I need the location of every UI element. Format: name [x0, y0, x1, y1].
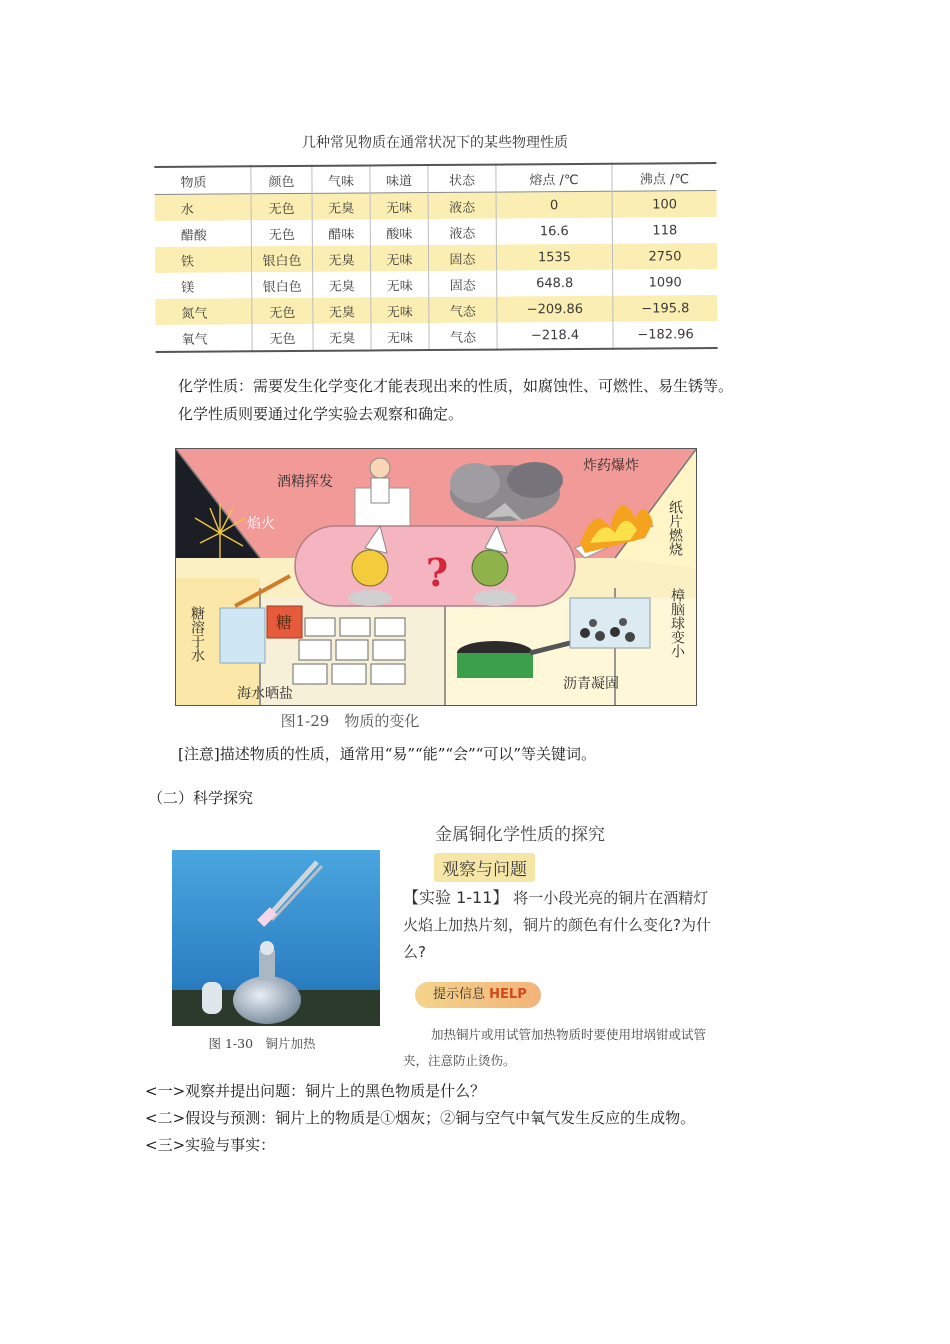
table-cell: 固态 [428, 245, 496, 271]
table-header: 味道 [370, 165, 428, 193]
table-cell: 无味 [370, 193, 428, 220]
table-row [155, 295, 717, 325]
table-row [155, 191, 717, 221]
table-cell: 无臭 [312, 245, 370, 271]
table-cell: 酸味 [370, 219, 428, 245]
table-cell: 氧气 [155, 324, 252, 352]
label-sugar-dissolve: 糖溶于水 [189, 606, 205, 662]
table-cell: 2750 [612, 243, 717, 270]
copper-heating-photo [172, 850, 380, 1026]
table-cell: 无味 [370, 245, 428, 271]
label-camphor: 樟脑球变小 [669, 588, 685, 658]
sugar-box-label: 糖 [275, 613, 293, 632]
figure-caption: 图1-29 物质的变化 [280, 712, 420, 730]
salt-pans-icon [293, 618, 405, 684]
table-row [155, 269, 717, 299]
label-explosion: 炸药爆炸 [583, 458, 639, 474]
question-mark: ? [425, 550, 449, 595]
table-cell: 100 [612, 191, 717, 218]
table-cell: 无味 [371, 297, 429, 323]
label-fireworks: 焰火 [247, 516, 275, 532]
table-cell: 铁 [155, 246, 252, 273]
table-cell: 液态 [428, 192, 496, 219]
table-header: 熔点 /℃ [496, 164, 612, 192]
table-cell: 1535 [496, 244, 612, 271]
chem-props-line2: 化学性质则要通过化学实验去观察和确定。 [178, 405, 464, 423]
table-cell: −182.96 [613, 321, 718, 349]
table-cell: 无臭 [312, 193, 370, 220]
label-alcohol: 酒精挥发 [277, 474, 333, 490]
table-cell: 气态 [429, 297, 497, 323]
note-text: [注意]描述物质的性质，通常用“易”“能”“会”“可以”等关键词。 [178, 745, 597, 763]
step-2: <二>假设与预测：铜片上的物质是①烟灰；②铜与空气中氧气发生反应的生成物。 [145, 1109, 696, 1127]
table-cell: 无臭 [313, 323, 371, 350]
table-cell: 16.6 [496, 218, 612, 245]
step-3: <三>实验与事实： [145, 1136, 276, 1154]
table-cell: 银白色 [252, 272, 313, 298]
table-cell: 固态 [429, 271, 497, 297]
table-cell: 水 [155, 194, 252, 221]
table-cell: 648.8 [497, 270, 613, 297]
label-paper-burning: 纸片燃烧 [667, 500, 683, 556]
table-cell: 118 [612, 217, 717, 244]
experiment-label: 【实验 1-11】 [403, 888, 509, 907]
table-header: 气味 [312, 165, 370, 193]
table-cell: 无色 [252, 298, 313, 324]
label-salt: 海水晒盐 [237, 686, 293, 702]
help-text: 加热铜片或用试管加热物质时要使用坩埚钳或试管夹，注意防止烫伤。 [403, 1027, 707, 1068]
table-caption: 几种常见物质在通常状况下的某些物理性质 [302, 135, 568, 151]
table-cell: 0 [496, 191, 612, 218]
table-cell: 醋味 [312, 219, 370, 245]
camphor-jar-icon [570, 598, 650, 648]
chem-props-line1: 化学性质：需要发生化学变化才能表现出来的性质，如腐蚀性、可燃性、易生锈等。 [178, 377, 734, 395]
table-header-row [154, 163, 716, 194]
properties-table [154, 162, 717, 353]
table-cell: 无味 [371, 271, 429, 297]
help-label: 提示信息 [433, 987, 486, 1002]
lamp-cap-icon [202, 982, 222, 1014]
table-cell: 镁 [155, 272, 252, 299]
step-1: <一>观察并提出问题：铜片上的黑色物质是什么？ [145, 1082, 486, 1100]
table-cell: −195.8 [613, 295, 718, 322]
table-header: 物质 [154, 166, 251, 194]
table-cell: −209.86 [497, 296, 613, 323]
table-cell: 无色 [251, 193, 312, 220]
experiment-title: 金属铜化学性质的探究 [435, 825, 605, 845]
table-header: 沸点 /℃ [612, 163, 717, 191]
table-cell: 无臭 [313, 271, 371, 297]
table-row [155, 321, 717, 352]
table-cell: 银白色 [251, 246, 312, 272]
help-word: HELP [489, 987, 527, 1002]
table-cell: −218.4 [497, 322, 613, 350]
experiment-subtitle: 观察与问题 [434, 853, 535, 882]
table-cell: 无味 [371, 323, 429, 350]
table-cell: 无色 [251, 220, 312, 246]
table-cell: 氮气 [155, 298, 252, 325]
photo-caption: 图 1-30 铜片加热 [208, 1036, 316, 1051]
experiment-body: 将一小段光亮的铜片在酒精灯火焰上加热片刻，铜片的颜色有什么变化?为什么? [403, 889, 711, 961]
table-cell: 醋酸 [155, 220, 252, 247]
experiment-description [403, 884, 723, 966]
table-cell: 1090 [613, 269, 718, 296]
table-header: 颜色 [251, 166, 312, 194]
table-cell: 无色 [252, 324, 313, 351]
section-heading: （二）科学探究 [148, 789, 254, 807]
table-header: 状态 [428, 165, 496, 193]
table-cell: 无臭 [313, 297, 371, 323]
label-asphalt: 沥青凝固 [563, 676, 619, 692]
table-row [155, 217, 717, 247]
help-badge [415, 982, 541, 1008]
figure-substance-changes [175, 448, 697, 706]
table-cell: 液态 [428, 219, 496, 245]
table-row [155, 243, 717, 273]
table-cell: 气态 [429, 323, 497, 350]
